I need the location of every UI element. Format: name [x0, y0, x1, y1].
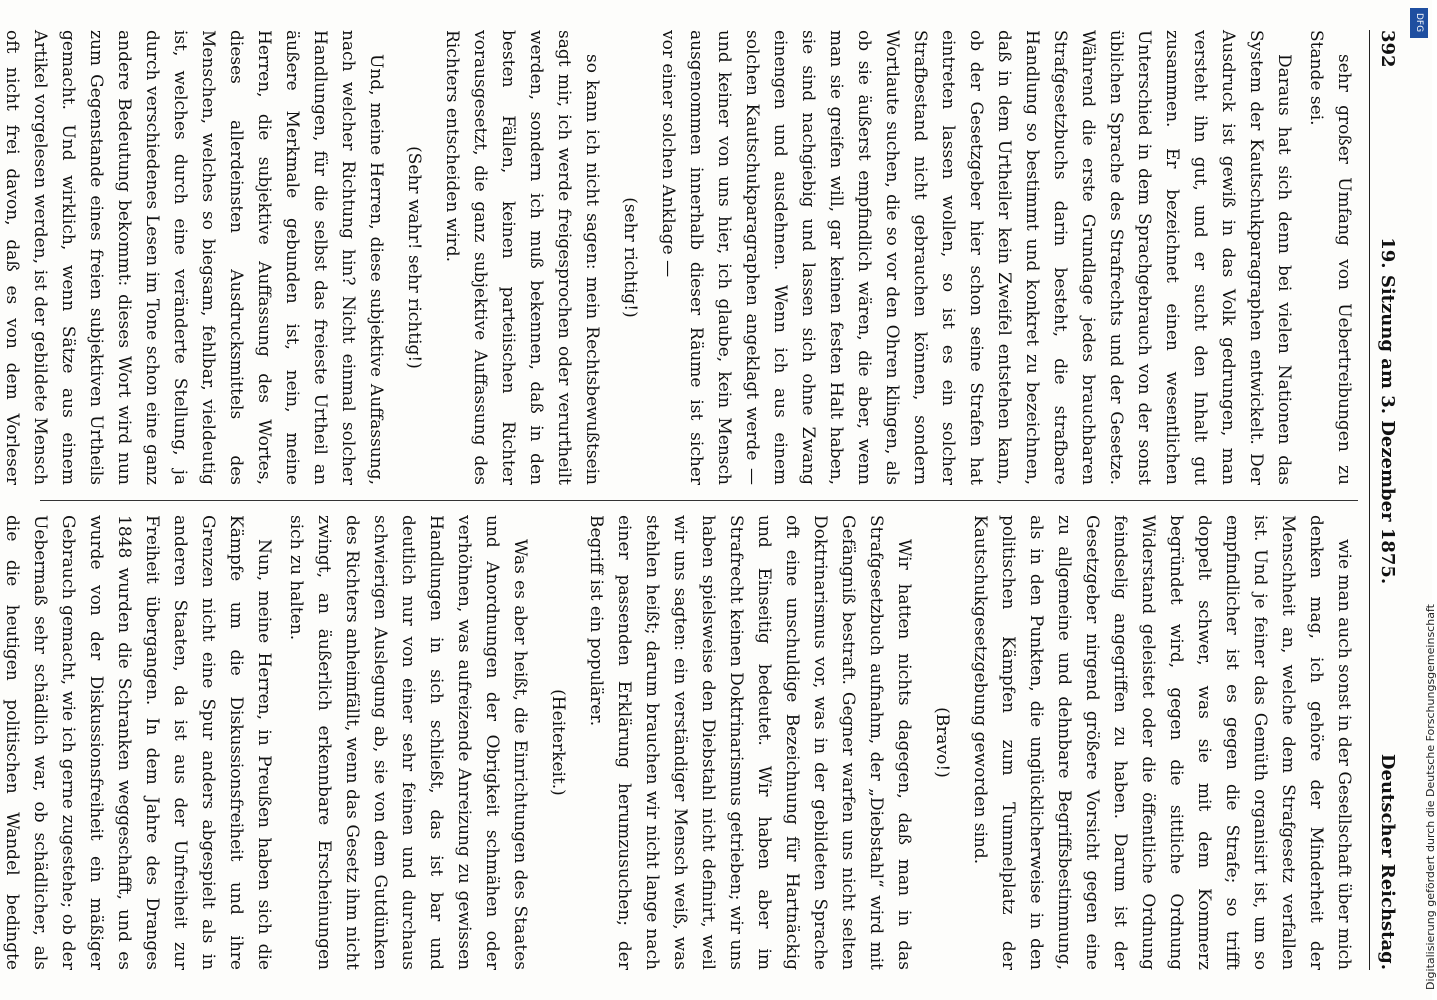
paragraph: Nun, meine Herren, in Preußen haben sich die Kämpfe um die Diskussionsfreiheit und ihre Grenzen nicht eine Spur anders abgespielt als in anderen Staaten, da ist aus der Unfreiheit zur Freiheit übergangen. In dem Jahre des Dranges 1848 wurden die Schranken weggeschafft, und es wurde von der Diskussionsfreiheit ein mäßiger Gebrauch gemacht, wie ich gerne zugestehe; ob der Uebermaß sehr schädlich war, ob schädlicher, als die die heutigen politischen Wandel bedingte [2, 515, 274, 970]
rotated-page [2, 10, 1410, 990]
paragraph: Und, meine Herren, diese subjektive Auffassung, nach welcher Richtung hin? Nicht einmal solcher Handlungen, für die selbst das freieste Urtheil an äußere Merkmale gebunden ist, nein, meine Herren, die subjektive Auffassung des Wortes, dieses allerdeinsten Ausdrucksmittels des Menschen, welches so biegsam, fehlbar, vieldeutig ist, welches durch eine veränderte Stellung, ja durch verschiedenes Lesen im Tone schon eine ganz andere Bedeutung bekommt: dieses Wort wird nun zum Gegenstande eines freien subjektiven Urtheils gemacht. Und wirklich, wenn Sätze aus einem Artikel vorgelesen werden, ist der gebildete Mensch oft nicht frei davon, daß es von dem Vorleser [2, 30, 386, 485]
paragraph: sehr großer Umfang von Uebertreibungen zu Stande sei. [1306, 30, 1354, 485]
publication-title: Deutscher Reichstag. [1377, 753, 1398, 970]
paragraph: Wir hatten nichts dagegen, daß man in das Strafgesetzbuch aufnahm, der „Diebstahl“ wird mit Gefängniß bestraft. Gegner warfen uns nicht selten Doktrinarismus vor, was in der gebildeten Sprache oft eine unschuldige Bezeichnung für Hartnäckig und Einseitig bedeutet. Wir haben aber im Strafrecht keinen Doktrinarismus getrieben; wir uns haben spielsweise den Diebstahl nicht definirt, weil wir uns sagten: ein verständiger Mensch weiß, was stehlen heißt; darum brauchen wir nicht lange nach einer passenden Erklärung herumzusuchen; der Begriff ist ein populärer. [586, 515, 914, 970]
page-number: 392 [1377, 30, 1398, 68]
paragraph: so kann ich nicht sagen: mein Rechtsbewußtsein sagt mir, ich werde freigesprochen oder verurtheilt werden, sondern ich muß bekennen, daß in den besten Fällen, keinen parteiischen Richter vorausgesetzt, die ganz subjektive Auffassung des Richters entscheiden wird. [442, 30, 602, 485]
interjection: (Sehr wahr! sehr richtig!) [404, 146, 424, 369]
footer-credit-text: Digitalisierung gefördert durch die Deutsche Forschungsgemeinschaft [1424, 604, 1437, 990]
interjection: (Bravo!) [932, 707, 952, 778]
running-head [1369, 30, 1404, 970]
paragraph: wie man auch sonst in der Gesellschaft über mich denken mag, ich gehöre der Minderheit der Menschheit an, welche dem Strafgesetz verfallen ist. Und je feiner das Gemüth organisirt ist, um so empfindlicher ist es gegen die Strafe; so trifft doppelt schwer, was sie mit dem Kommerz begründet wird, gegen die sittliche Ordnung Widerstand geleistet oder die öffentliche Ordnung feindselig angegriffen zu haben. Darum ist der Gesetzgeber nirgend größere Vorsicht gegen eine zu allgemeine und dehnbare Begriffsbestimmung, als in den Punkten, die unglücklicherweise in den politischen Kämpfen zum Tummelplatz der Kautschukgesetzgebung geworden sind. [970, 515, 1354, 970]
interjection: (Heiterkeit.) [548, 689, 568, 796]
interjection: (sehr richtig!) [620, 197, 640, 318]
paragraph: Was es aber heißt, die Einrichtungen des Staates und Anordnungen der Obrigkeit schmähen oder verhöhnen, was aufreizende Anreizung zu gewissen Handlungen in sich schließt, das ist bar und deutlich nur von einer sehr feinen und durchaus schwierigen Auslegung ab, sie von dem Gutdünken des Richters anheimfällt, wenn das Gesetz ihm nicht zwingt, an äußerlich erkennbare Erscheinungen sich zu halten. [286, 515, 530, 970]
left-column [2, 30, 1358, 485]
footer-credit [1408, 10, 1437, 990]
paragraph: Daraus hat sich denn bei vielen Nationen das System der Kautschukparagraphen entwickelt. Der Ausdruck ist gewiß in das Volk gedrungen, man versteht ihn gut, und er sucht den Inhalt gut zusammen. Er bezeichnet einen wesentlichen Unterschied in dem Sprachgebrauch von der sonst üblichen Sprache des Strafrechts und der Gesetze. Während die erste Grundlage jedes brauchbaren Strafgesetzbuchs darin besteht, die strafbare Handlung so bestimmt und konkret zu bezeichnen, daß in dem Urtheiler kein Zweifel entstehen kann, ob der Gesetzgeber hier schon seine Strafen hat eintreten lassen wollen, so ist es ein solcher Strafbestand nicht gebrauchen können, sondern Wortlaute suchen, die so vor den Ohren klingen, als ob sie äußerst empfindlich wären, die aber, wenn man sie greifen will, gar keinen festen Halt haben, sie sind nachgiebig und lassen sich ohne Zwang einengen und ausdehnen. Wenn ich aus einem solchen Kautschukparagraphen angeklagt werde — und keiner von uns hier, ich glaube, kein Mensch ausgenommen innerhalb dieser Räume ist sicher vor einer solchen Anklage — [658, 30, 1294, 485]
dfg-logo: DFG [1410, 8, 1428, 38]
right-column [2, 515, 1358, 970]
column-divider [40, 500, 1358, 501]
session-title: 19. Sitzung am 3. Dezember 1875. [1377, 237, 1398, 585]
